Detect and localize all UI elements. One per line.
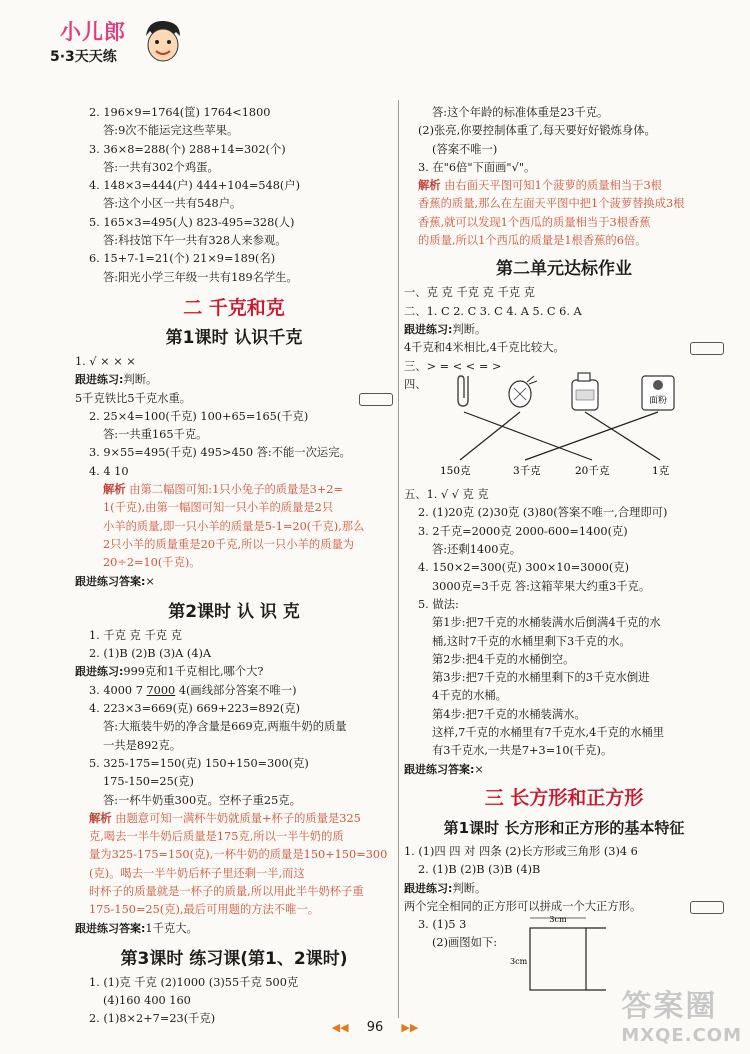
follow-text: 999克和1千克相比,哪个大? — [123, 665, 264, 679]
explanation-text: 由题意可知一满杯牛奶就质量+杯子的质量是325 — [115, 811, 361, 825]
answer-line: 175-150=25(克) — [103, 775, 194, 789]
unit-title: 二 千克和克 — [183, 296, 285, 319]
explanation-text: 20÷2=10(千克)。 — [103, 556, 201, 570]
weight-label: 3千克 — [513, 465, 541, 477]
answer-line: 答:一共有302个鸡蛋。 — [103, 160, 219, 174]
lesson-title: 第2课时 认 识 克 — [168, 601, 300, 622]
answer-line: 1. √ × × × — [75, 354, 136, 368]
unit-test-title: 第二单元达标作业 — [496, 259, 632, 280]
match-line — [525, 412, 658, 460]
answer-line: 桶,这时7千克的水桶里剩下3千克的水。 — [432, 634, 631, 648]
next-arrow-icon: ▶▶ — [401, 1021, 419, 1034]
answer-line: 4. 150×2=300(克) 300×10=3000(克) — [418, 561, 630, 575]
explanation-text: 量为325-175=150(克),一杯牛奶的质量是150+150=300 — [89, 848, 388, 862]
answer-line: 一共是892克。 — [103, 738, 182, 752]
explanation-text: 由右面天平图可知1个菠萝的质量相当于3根 — [444, 179, 662, 193]
follow-text: 判断。 — [452, 322, 487, 336]
answer-line: 1. (1)克 千克 (2)1000 (3)55千克 500克 — [89, 975, 299, 989]
answer-line: 3. 在"6倍"下面画"√"。 — [418, 160, 536, 174]
answer-line: 四、 — [404, 377, 427, 391]
follow-answer-label: 跟进练习答案: — [75, 574, 146, 588]
answer-line: 答:大瓶装牛奶的净含量是669克,两瓶牛奶的质量 — [103, 720, 347, 734]
watermark — [621, 981, 742, 1046]
answer-line: 答:9次不能运完这些苹果。 — [103, 124, 239, 138]
watermark-title: 答案圈 — [621, 989, 718, 1024]
answer-line: 答:这个年龄的标准体重是23千克。 — [432, 106, 609, 119]
answer-line: (4)160 400 160 — [103, 994, 191, 1008]
follow-question: 5千克铁比5千克水重。 — [75, 391, 192, 405]
match-line — [464, 412, 592, 460]
explanation-text: 克,喝去一半牛奶后质量是175克,所以一半牛奶的质 — [89, 830, 344, 844]
answer-line: 2. (1)B (2)B (3)A (4)A — [89, 647, 212, 661]
answer-line: (答案不唯一) — [432, 142, 498, 156]
answer-line: 三、> = < < = > — [404, 359, 502, 373]
answer-line: 4. 148×3=444(户) 444+104=548(户) — [89, 179, 301, 193]
answer-text: 3. 4000 7 — [89, 683, 147, 697]
follow-answer-label: 跟进练习答案: — [404, 762, 475, 776]
flour-bag-icon — [642, 376, 674, 410]
answer-line: 一、克 克 千克 克 千克 克 — [404, 286, 535, 300]
lesson-title: 第1课时 长方形和正方形的基本特征 — [443, 818, 685, 837]
follow-text: 判断。 — [452, 881, 487, 895]
answer-line: 3. (1)5 3 — [418, 918, 467, 932]
answer-line: (2)画图如下: — [432, 936, 497, 950]
fig-top-label: 3cm — [549, 915, 567, 924]
fig-left-label: 3cm — [510, 957, 528, 966]
explanation-text: 的质量,所以1个西瓜的质量是1根香蕉的6倍。 — [418, 234, 647, 248]
explanation-text: 175-150=25(克),最后可用题的方法不唯一。 — [89, 903, 320, 917]
follow-answer-label: 跟进练习答案: — [75, 921, 146, 935]
answer-line: 1. (1)四 四 对 四条 (2)长方形或三角形 (3)4 6 — [404, 844, 638, 858]
prev-arrow-icon: ◀◀ — [331, 1021, 349, 1034]
explanation-text: 1(千克),由第一幅图可知一只小羊的质量是2只 — [103, 501, 334, 515]
follow-answer: 1千克大。 — [145, 921, 198, 935]
matching-diagram — [410, 370, 700, 480]
answer-line: 这样,7千克的水桶里有7千克水,4千克的水桶里 — [432, 726, 665, 740]
explanation-text: 香蕉,就可以发现1个西瓜的质量相当于3根香蕉 — [418, 215, 651, 229]
answer-line: 2. (1)B (2)B (3)B (4)B — [418, 863, 541, 877]
answer-line: 二、1. C 2. C 3. C 4. A 5. C 6. A — [404, 304, 582, 318]
answer-line: 第4步:把7千克的水桶装满水。 — [432, 707, 586, 721]
answer-box — [359, 393, 393, 406]
unit-title: 三 长方形和正方形 — [484, 786, 644, 809]
answer-line: 第1步:把7千克的水桶装满水后倒满4千克的水 — [432, 616, 661, 630]
answer-box — [690, 901, 724, 914]
answer-line: 3000克=3千克 答:这箱苹果大约重3千克。 — [432, 579, 651, 593]
match-line — [585, 412, 660, 460]
answer-line: 2. (1)8×2+7=23(千克) — [89, 1012, 216, 1026]
explanation-text: (克)。喝去一半牛奶后杯子里还剩一半,而这 — [89, 866, 305, 880]
explanation-text: 时杯子的质量就是一杯子的质量,所以用此半牛奶杯子重 — [89, 884, 364, 898]
follow-question: 两个完全相同的正方形可以拼成一个大正方形。 — [404, 899, 642, 913]
answer-line: 第2步:把4千克的水桶倒空。 — [432, 652, 575, 666]
explanation-text: 2只小羊的质量重是20千克,所以一只小羊的质量为 — [103, 537, 355, 551]
answer-line: 5. 做法: — [418, 597, 459, 611]
follow-label: 跟进练习: — [404, 881, 453, 895]
answer-line: 1. 千克 克 千克 克 — [89, 628, 182, 642]
answer-line: 答:这个小区一共有548户。 — [103, 197, 242, 211]
answer-line: 6. 15+7-1=21(个) 21×9=189(名) — [89, 252, 276, 266]
explanation-text: 香蕉的质量,那么在左面天平图中把1个菠萝替换成3根 — [418, 197, 685, 211]
answer-line: 五、1. √ √ 克 克 — [404, 488, 489, 502]
follow-label: 跟进练习: — [404, 322, 453, 336]
answer-line: 4. 223×3=669(克) 669+223=892(克) — [89, 702, 301, 716]
answer-line: (2)张亮,你要控制体重了,每天要好好锻炼身体。 — [418, 124, 656, 138]
watermark-url: MXQE.COM — [621, 1025, 742, 1046]
explanation-label: 解析 — [103, 483, 126, 497]
answer-line: 2. 196×9=1764(筐) 1764<1800 — [89, 106, 271, 119]
brand-logo — [50, 14, 190, 72]
paperclip-icon — [458, 376, 468, 406]
lesson-title: 第3课时 练习课(第1、2课时) — [120, 948, 348, 969]
underlined-answer: 7000 — [146, 683, 176, 697]
answer-box — [690, 342, 724, 355]
answer-line: 答:还剩1400克。 — [432, 543, 522, 557]
follow-label: 跟进练习: — [75, 373, 124, 387]
answer-line: 有3千克水,一共是7+3=10(千克)。 — [432, 744, 613, 758]
answer-line: 3. 36×8=288(个) 288+14=302(个) — [89, 142, 286, 156]
pineapple-icon — [509, 376, 537, 407]
answer-line: 2. 25×4=100(千克) 100+65=165(千克) — [89, 409, 309, 423]
answer-line: 3. 2千克=2000克 2000-600=1400(克) — [418, 524, 628, 538]
left-column — [75, 104, 393, 1029]
follow-label: 跟进练习: — [75, 665, 124, 679]
bottle-icon — [572, 373, 598, 410]
weight-label: 150克 — [440, 465, 471, 477]
explanation-label: 解析 — [89, 811, 112, 825]
explanation-text: 小羊的质量,即一只小羊的质量是5-1=20(千克),那么 — [103, 519, 365, 533]
logo-subtitle: 5·3天天练 — [50, 49, 117, 65]
follow-text: 判断。 — [123, 373, 158, 387]
column-divider — [398, 100, 399, 1018]
explanation-label: 解析 — [418, 179, 441, 193]
answer-line: 答:科技馆下午一共有328人来参观。 — [103, 234, 287, 248]
answer-text: 4(画线部分答案不唯一) — [175, 683, 297, 697]
weight-label: 20千克 — [575, 465, 610, 477]
follow-question: 4千克和4米相比,4千克比较大。 — [404, 341, 565, 355]
lesson-title: 第1课时 认识千克 — [165, 327, 303, 348]
mascot-face-icon — [142, 18, 184, 66]
follow-answer: × — [145, 574, 155, 588]
rectangle-figure — [508, 912, 608, 1002]
answer-line: 5. 325-175=150(克) 150+150=300(克) — [89, 756, 309, 770]
right-column — [404, 104, 724, 953]
answer-line: 3. 9×55=495(千克) 495>450 答:不能一次运完。 — [89, 446, 351, 460]
flour-label: 面粉 — [648, 396, 668, 406]
answer-line: 答:一共重165千克。 — [103, 428, 208, 442]
answer-line: 5. 165×3=495(人) 823-495=328(人) — [89, 215, 295, 229]
logo-title: 小儿郎 — [60, 20, 126, 44]
match-line — [460, 412, 520, 460]
weight-label: 1克 — [652, 465, 670, 477]
answer-line: 2. (1)20克 (2)30克 (3)80(答案不唯一,合理即可) — [418, 506, 668, 520]
answer-line: 答:阳光小学三年级一共有189名学生。 — [103, 270, 298, 284]
answer-line: 4千克的水桶。 — [432, 689, 507, 703]
follow-answer: × — [474, 762, 484, 776]
answer-line: 4. 4 10 — [89, 464, 129, 478]
answer-line: 第3步:把7千克的水桶里剩下的3千克水倒进 — [432, 671, 650, 685]
explanation-text: 由第二幅图可知:1只小兔子的质量是3+2= — [129, 483, 343, 497]
answer-line: 答:一杯牛奶重300克。空杯子重25克。 — [103, 793, 301, 807]
page-number: 96 — [366, 1020, 384, 1035]
